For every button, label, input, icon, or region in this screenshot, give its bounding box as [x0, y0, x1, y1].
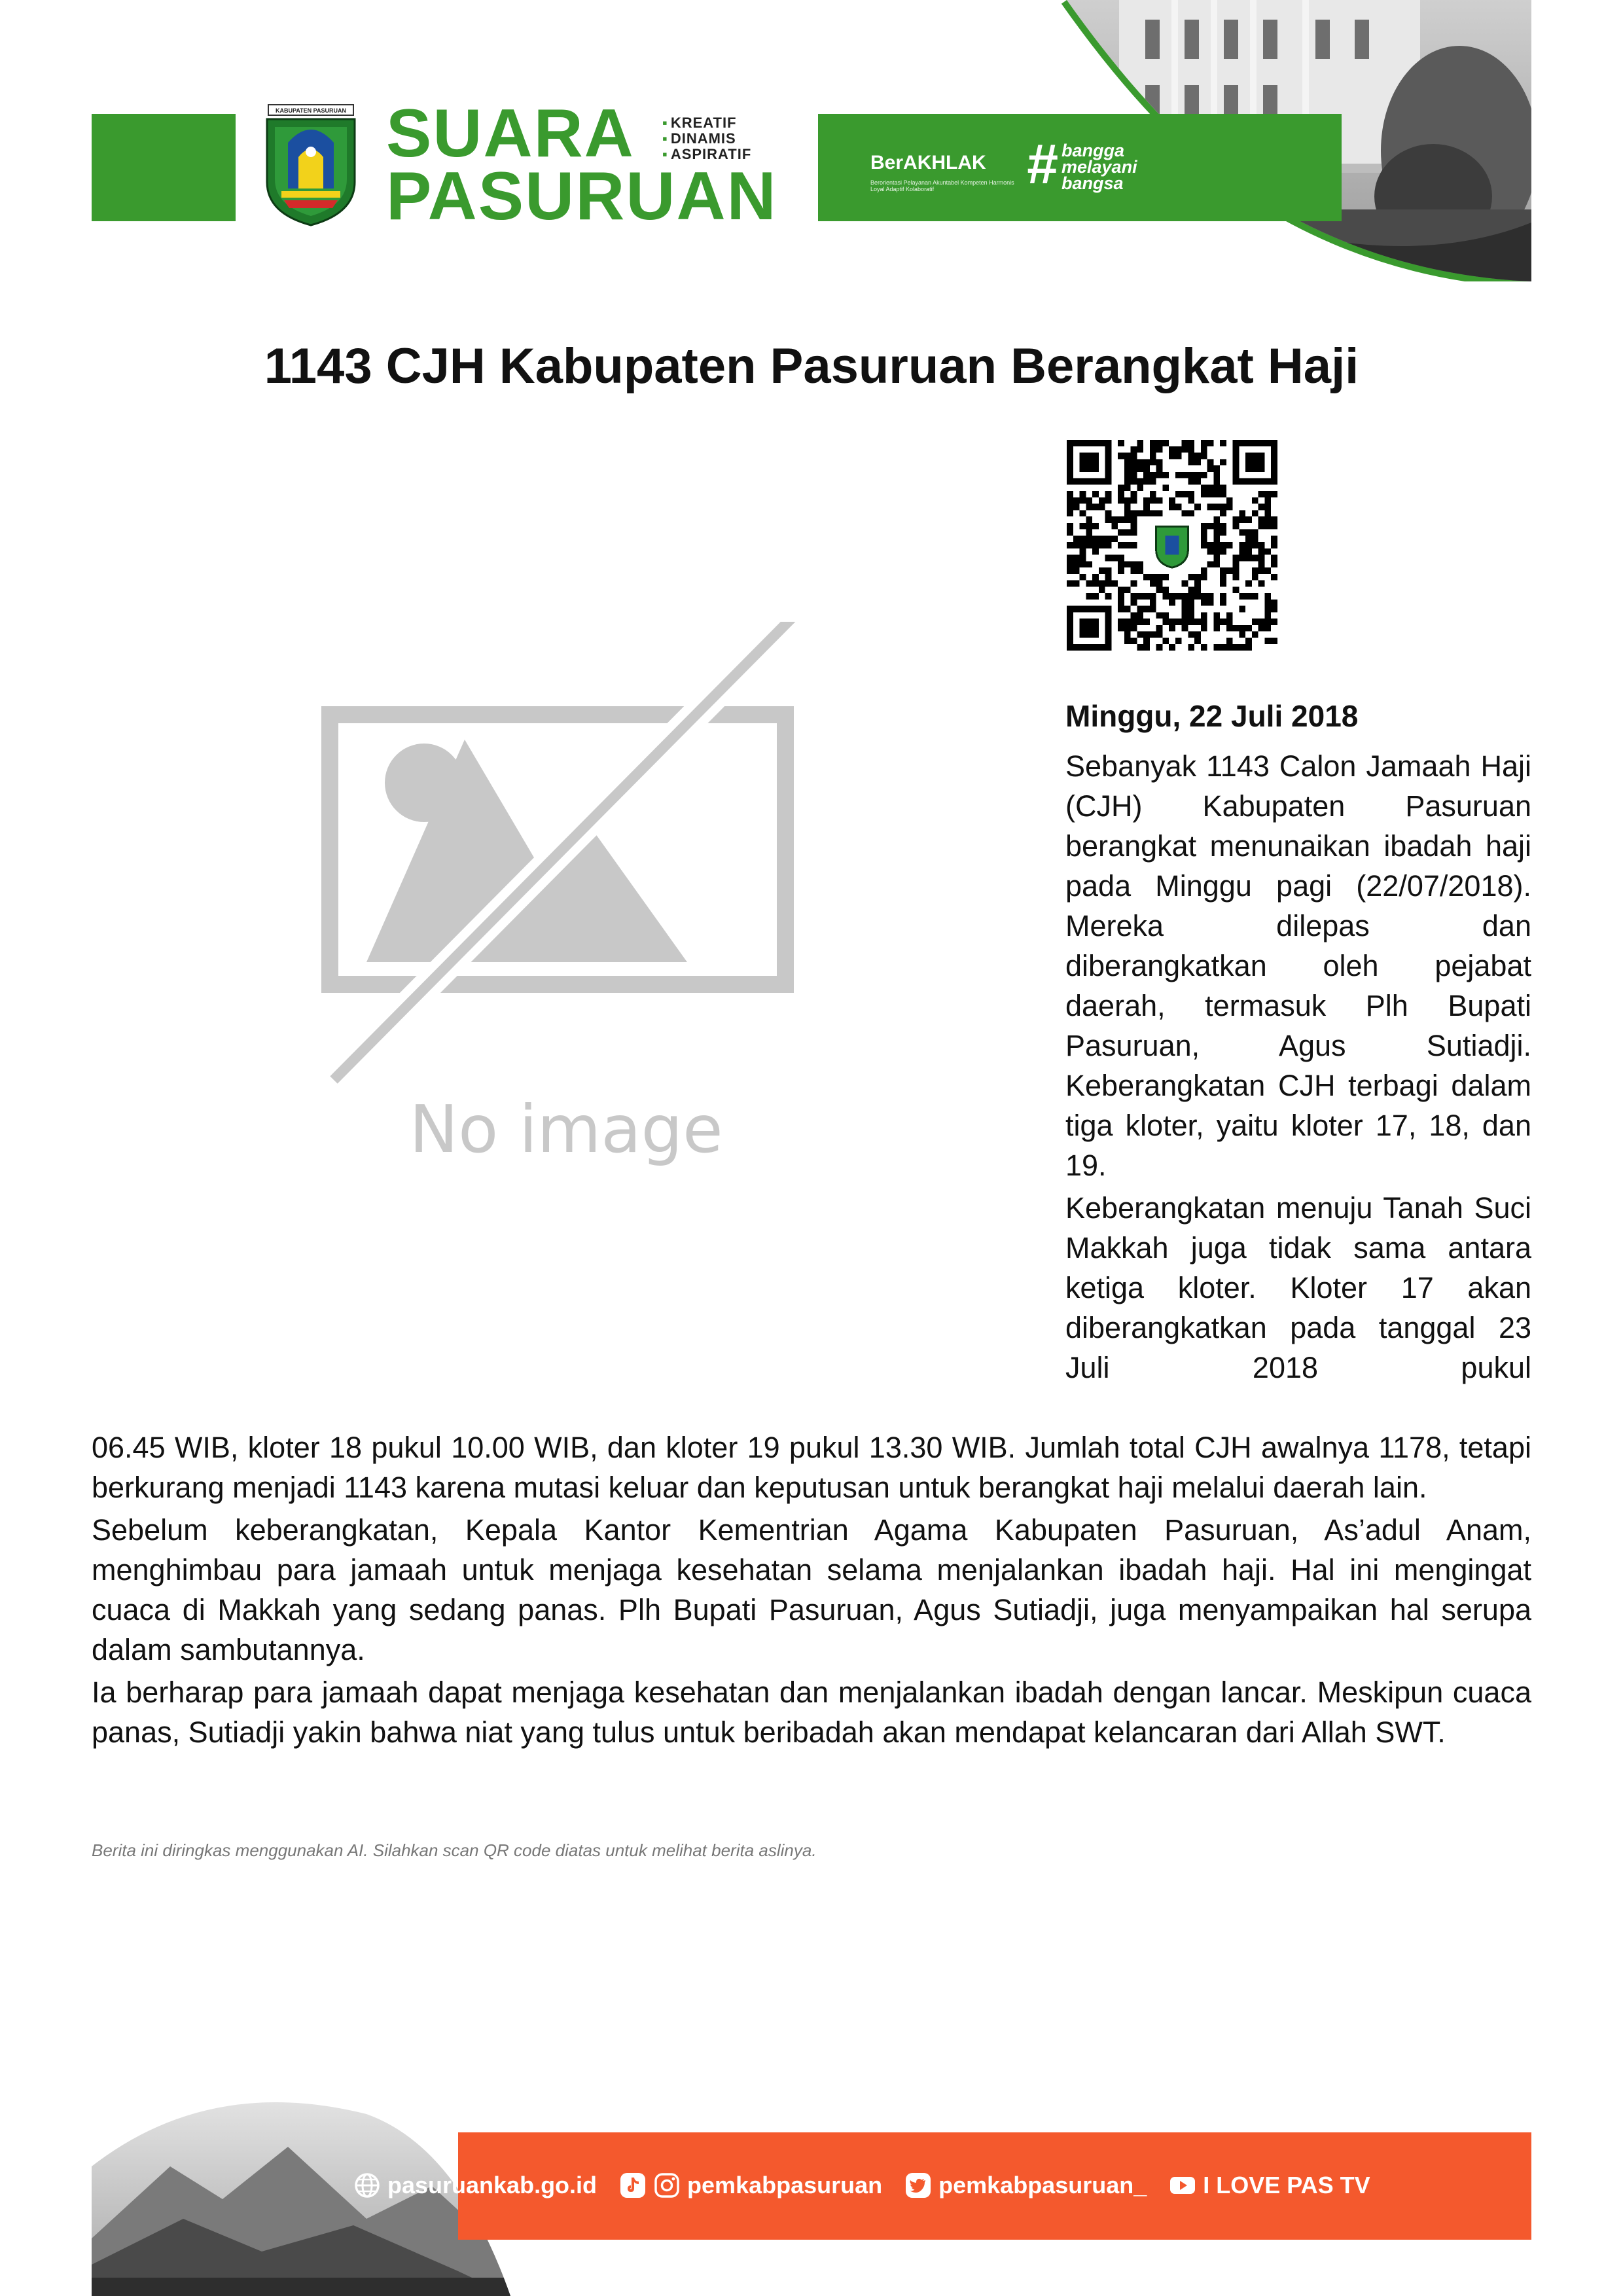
header-green-bar-left — [92, 114, 236, 221]
footer-twitter-link[interactable] — [904, 2172, 1147, 2199]
slogan-line: bangga — [1061, 141, 1125, 160]
footer-website-link[interactable] — [353, 2172, 597, 2199]
tagline-item: ▪ ASPIRATIF — [662, 147, 751, 162]
article-paragraph: Keberangkatan menuju Tanah Suci Makkah juga tidak sama antara ketiga kloter. Kloter 17 akan diberangkatkan pada tanggal 23 Juli 2018 pukul — [1065, 1191, 1531, 1384]
no-image-text: No image — [409, 1091, 723, 1168]
footer-tiktok-instagram-link[interactable] — [619, 2172, 882, 2199]
website-label: pasuruankab.go.id — [387, 2172, 597, 2198]
article-paragraph: Ia berharap para jamaah dapat menjaga kesehatan dan menjalankan ibadah dengan lancar. Meskipun cuaca panas, Sutiadji yakin bahwa niat yang tulus untuk beribadah akan mendapat kelancaran dari Allah SWT. — [92, 1676, 1531, 1749]
tagline-list — [662, 115, 751, 162]
qr-code[interactable] — [1067, 440, 1277, 651]
article-paragraph: Sebelum keberangkatan, Kepala Kantor Kementrian Agama Kabupaten Pasuruan, As’adul Anam, menghimbau para jamaah untuk menjaga kesehatan selama menjalankan ibadah haji. Hal ini mengingat cuaca di Makkah yang sedang panas. Plh Bupati Pasuruan, Agus Sutiadji, juga menyampaikan hal serupa dalam sambutannya. — [92, 1513, 1531, 1666]
youtube-channel: I LOVE PAS TV — [1203, 2172, 1370, 2198]
youtube-icon — [1169, 2172, 1196, 2199]
tiktok-instagram-handle: pemkabpasuruan — [687, 2172, 883, 2198]
bangga-melayani-bangsa-slogan — [1061, 143, 1137, 192]
article-paragraph: Sebanyak 1143 Calon Jamaah Haji (CJH) Kabupaten Pasuruan berangkat menunaikan ibadah haji pada Minggu pagi (22/07/2018). Mereka dilepas dan diberangkatkan oleh pejabat daerah, termasuk Plh Bupati Pasuruan, Agus Sutiadji. Keberangkatan CJH terbagi dalam tiga kloter, yaitu kloter 17, 18, dan 19. — [1065, 749, 1531, 1182]
footer-social-links — [353, 2172, 1393, 2199]
tagline-item: ▪ KREATIF — [662, 115, 751, 131]
brand-line-2: PASURUAN — [386, 158, 777, 234]
article-date: Minggu, 22 Juli 2018 — [1065, 699, 1359, 733]
instagram-icon — [653, 2172, 681, 2199]
article-paragraph: 06.45 WIB, kloter 18 pukul 10.00 WIB, dan kloter 19 pukul 13.30 WIB. Jumlah total CJH awalnya 1178, tetapi berkurang menjadi 1143 karena mutasi keluar dan keputusan untuk berangkat haji melalui daerah lain. — [92, 1431, 1531, 1504]
twitter-icon — [904, 2172, 932, 2199]
ai-summary-disclaimer: Berita ini diringkas menggunakan AI. Silahkan scan QR code diatas untuk melihat berita aslinya. — [92, 1840, 817, 1860]
article-title: 1143 CJH Kabupaten Pasuruan Berangkat Haji — [264, 338, 1359, 394]
tiktok-icon — [619, 2172, 647, 2199]
footer-youtube-link[interactable] — [1169, 2172, 1370, 2199]
hashtag-symbol: # — [1026, 133, 1058, 196]
no-image-placeholder — [321, 622, 818, 1211]
crest-banner-text: KABUPATEN PASURUAN — [276, 107, 346, 114]
berakhlak-logo-text: BerAKHLAK — [870, 152, 986, 173]
globe-icon — [353, 2172, 381, 2199]
berakhlak-subtitle: Berorientasi Pelayanan Akuntabel Kompeten Harmonis Loyal Adaptif Kolaboratif — [870, 179, 1014, 192]
twitter-handle: pemkabpasuruan_ — [938, 2172, 1147, 2198]
slogan-line: bangsa — [1061, 173, 1124, 193]
tagline-item: ▪ DINAMIS — [662, 131, 751, 147]
article-body-full-width — [92, 1427, 1531, 1755]
article-body-right-column — [1065, 746, 1531, 1390]
slogan-line: melayani — [1061, 157, 1137, 177]
brand-line-1: SUARA — [386, 96, 635, 171]
pasuruan-crest-logo — [262, 103, 360, 226]
